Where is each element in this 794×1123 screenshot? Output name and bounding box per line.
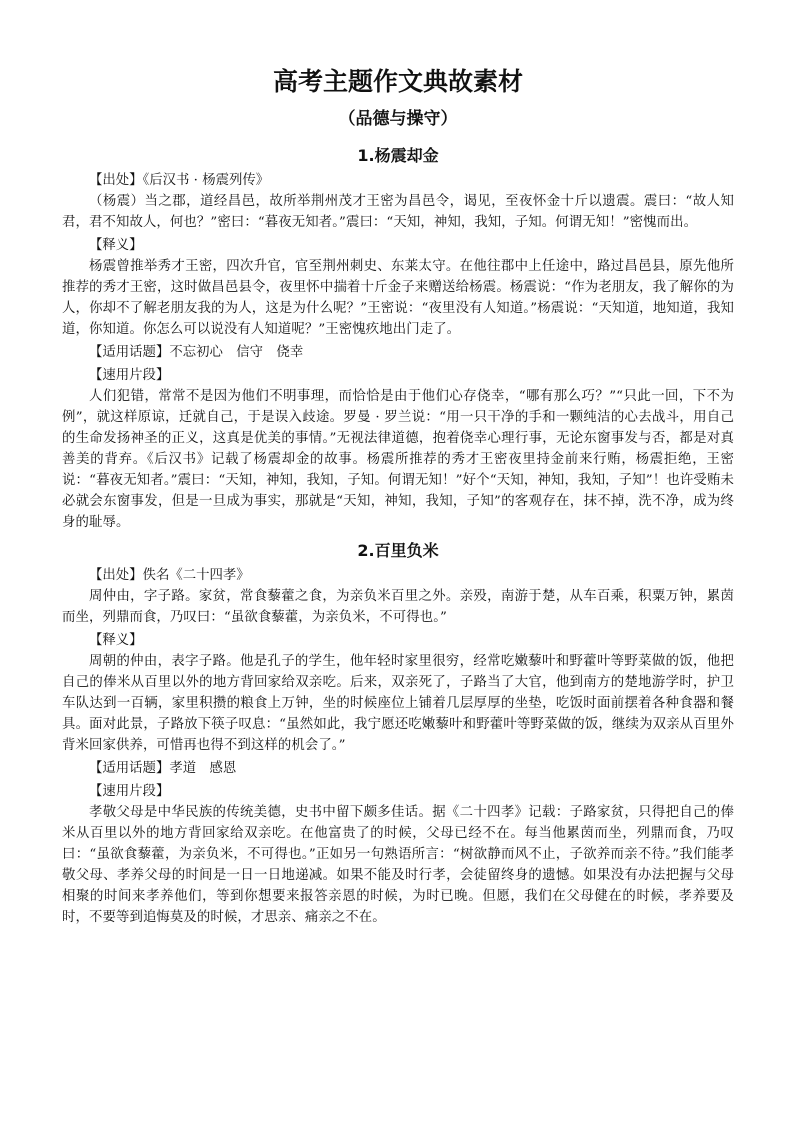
document-subtitle: （品德与操守）	[338, 109, 458, 129]
quick-label: 【速用片段】	[89, 784, 170, 799]
source-text: （杨震）当之郡，道经昌邑，故所举荆州茂才王密为昌邑令，谒见，至夜怀金十斤以遗震。震曰：“故人知君，君不知故人，何也？”密曰：“暮夜无知者。”震曰：“天知，神知，我知，子知。何谓无知！”密愧而出。	[62, 194, 734, 230]
section-heading: 2.百里负米	[357, 541, 439, 560]
topic-label: 【适用话题】孝道 感恩	[89, 761, 237, 776]
document-title: 高考主题作文典故素材	[272, 67, 523, 96]
quick-text: 人们犯错，常常不是因为他们不明事理，而恰恰是由于他们心存侥幸，“哪有那么巧？”“只此一回，下不为例”，就这样原谅，迁就自己，于是误入歧途。罗曼 · 罗兰说：“用一只干净的手和一颗纯洁的心去战斗，用自己的生命发扬神圣的正义，这真是优美的事情。”无视法律道德，抱着侥幸心理行事，无论东窗事发与否，都是对真善美的背弃。《后汉书》记载了杨震却金的故事。杨震所推荐的秀才王密夜里持金前来行贿，杨震拒绝，王密说：“暮夜无知者。”震曰：“天知，神知，我知，子知。何谓无知！”好个“天知，神知，我知，子知”！也许受贿未必就会东窗事发，但是一旦成为事实，那就是“天知，神知，我知，子知”的客观存在，抹不掉，洗不净，成为终身的耻辱。	[62, 389, 734, 530]
quick-text: 孝敬父母是中华民族的传统美德，史书中留下颇多佳话。据《二十四孝》记载：子路家贫，只得把自己的俸米从百里以外的地方背回家给双亲吃。在他富贵了的时候，父母已经不在。每当他累茵而坐，列鼎而食，乃叹曰：“虽欲食藜藿，为亲负米，不可得也。”正如另一句熟语所言：“树欲静而风不止，子欲养而亲不待。”我们能孝敬父母、孝养父母的时间是一日一日地递减。如果不能及时行孝，会徒留终身的遗憾。如果没有办法把握与父母相聚的时间来孝养他们，等到你想要来报答亲恩的时候，为时已晚。但愿，我们在父母健在的时候，孝养要及时，不要等到追悔莫及的时候，才思亲、痛亲之不在。	[62, 805, 734, 925]
explain-label: 【释义】	[89, 238, 143, 253]
topic-label: 【适用话题】不忘初心 信守 侥幸	[89, 345, 304, 360]
source-label: 【出处】《后汉书 · 杨震列传》	[89, 173, 270, 188]
story-section-2	[62, 539, 734, 928]
explain-label: 【释义】	[89, 633, 143, 648]
story-section-1	[62, 144, 734, 533]
source-label: 【出处】佚名《二十四孝》	[89, 568, 250, 583]
source-text: 周仲由，字子路。家贫，常食藜藿之食，为亲负米百里之外。亲殁，南游于楚，从车百乘，积粟万钟，累茵而坐，列鼎而食，乃叹曰：“虽欲食藜藿，为亲负米，不可得也。”	[62, 589, 734, 625]
explain-text: 杨震曾推举秀才王密，四次升官，官至荆州刺史、东莱太守。在他往郡中上任途中，路过昌邑县，原先他所推荐的秀才王密，这时做昌邑县令，夜里怀中揣着十斤金子来赠送给杨震。杨震说：“作为老朋友，我了解你的为人，你却不了解老朋友我的为人，这是为什么呢？”王密说：“夜里没有人知道。”杨震说：“天知道，地知道，我知道，你知道。你怎么可以说没有人知道呢？”王密愧疚地出门走了。	[62, 259, 734, 337]
section-heading: 1.杨震却金	[357, 146, 439, 165]
document-page	[62, 62, 734, 928]
quick-label: 【速用片段】	[89, 368, 170, 383]
explain-text: 周朝的仲由，表字子路。他是孔子的学生，他年轻时家里很穷，经常吃嫩藜叶和野藿叶等野菜做的饭，他把自己的俸米从百里以外的地方背回家给双亲吃。后来，双亲死了，子路当了大官，他到南方的楚地游学时，护卫车队达到一百辆，家里积攒的粮食上万钟，坐的时候座位上铺着几层厚厚的坐垫，吃饭时面前摆着各种食器和餐具。面对此景，子路放下筷子叹息：“虽然如此，我宁愿还吃嫩藜叶和野藿叶等野菜做的饭，继续为双亲从百里外背米回家供养，可惜再也得不到这样的机会了。”	[62, 654, 734, 753]
